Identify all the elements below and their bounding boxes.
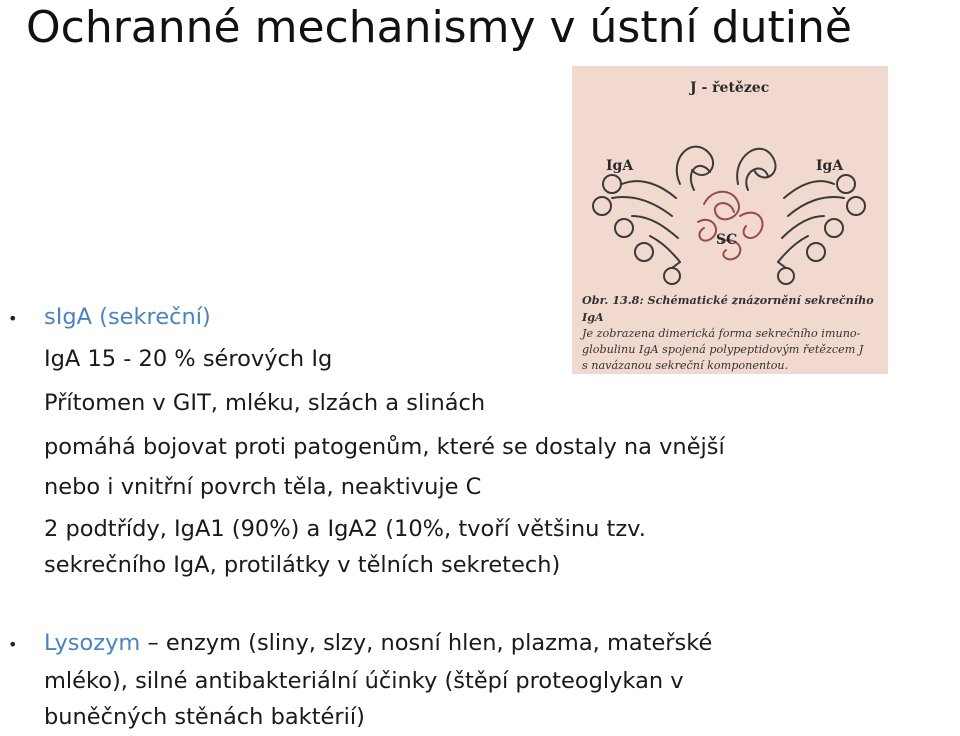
- bullet-line: sekrečního IgA, protilátky v tělních sekretech): [44, 552, 561, 578]
- caption-line-1: Je zobrazena dimerická forma sekrečního imuno-: [582, 327, 861, 340]
- j-chain-label: J - řetězec: [690, 80, 770, 96]
- caption-line-3: s navázanou sekreční komponentou.: [582, 359, 789, 372]
- caption-line-2: globulinu IgA spojená polypeptidovým řetězcem J: [582, 343, 864, 356]
- siga-diagram: [572, 66, 888, 296]
- bullet-line: IgA 15 - 20 % sérových Ig: [44, 346, 333, 372]
- bullet-heading-lysozym: Lysozym: [44, 630, 141, 656]
- caption-bold: Obr. 13.8: Schématické znázornění sekrečního IgA: [582, 293, 874, 324]
- bullet-marker: •: [8, 309, 18, 328]
- bullet-line: 2 podtřídy, IgA1 (90%) a IgA2 (10%, tvoří většinu tzv.: [44, 516, 646, 542]
- iga-right-label: IgA: [816, 158, 844, 174]
- bullet-line: buněčných stěnách baktérií): [44, 704, 365, 730]
- page-title: Ochranné mechanismy v ústní dutině: [26, 2, 852, 53]
- bullet-line: pomáhá bojovat proti patogenům, které se dostaly na vnější: [44, 434, 725, 460]
- siga-diagram-figure: [572, 66, 888, 374]
- bullet-heading-siga: sIgA (sekreční): [44, 304, 211, 330]
- bullet-line: mléko), silné antibakteriální účinky (štěpí proteoglykan v: [44, 668, 684, 694]
- bullet-line: nebo i vnitřní povrch těla, neaktivuje C: [44, 474, 482, 500]
- bullet-line: Přítomen v GIT, mléku, slzách a slinách: [44, 390, 486, 416]
- bullet-marker: •: [8, 635, 18, 654]
- bullet-heading-rest: – enzym (sliny, slzy, nosní hlen, plazma, mateřské: [140, 630, 713, 656]
- figure-caption: [582, 292, 882, 374]
- iga-left-label: IgA: [606, 158, 634, 174]
- sc-label: SC: [716, 232, 738, 248]
- bullet-line-lysozym: [44, 624, 712, 662]
